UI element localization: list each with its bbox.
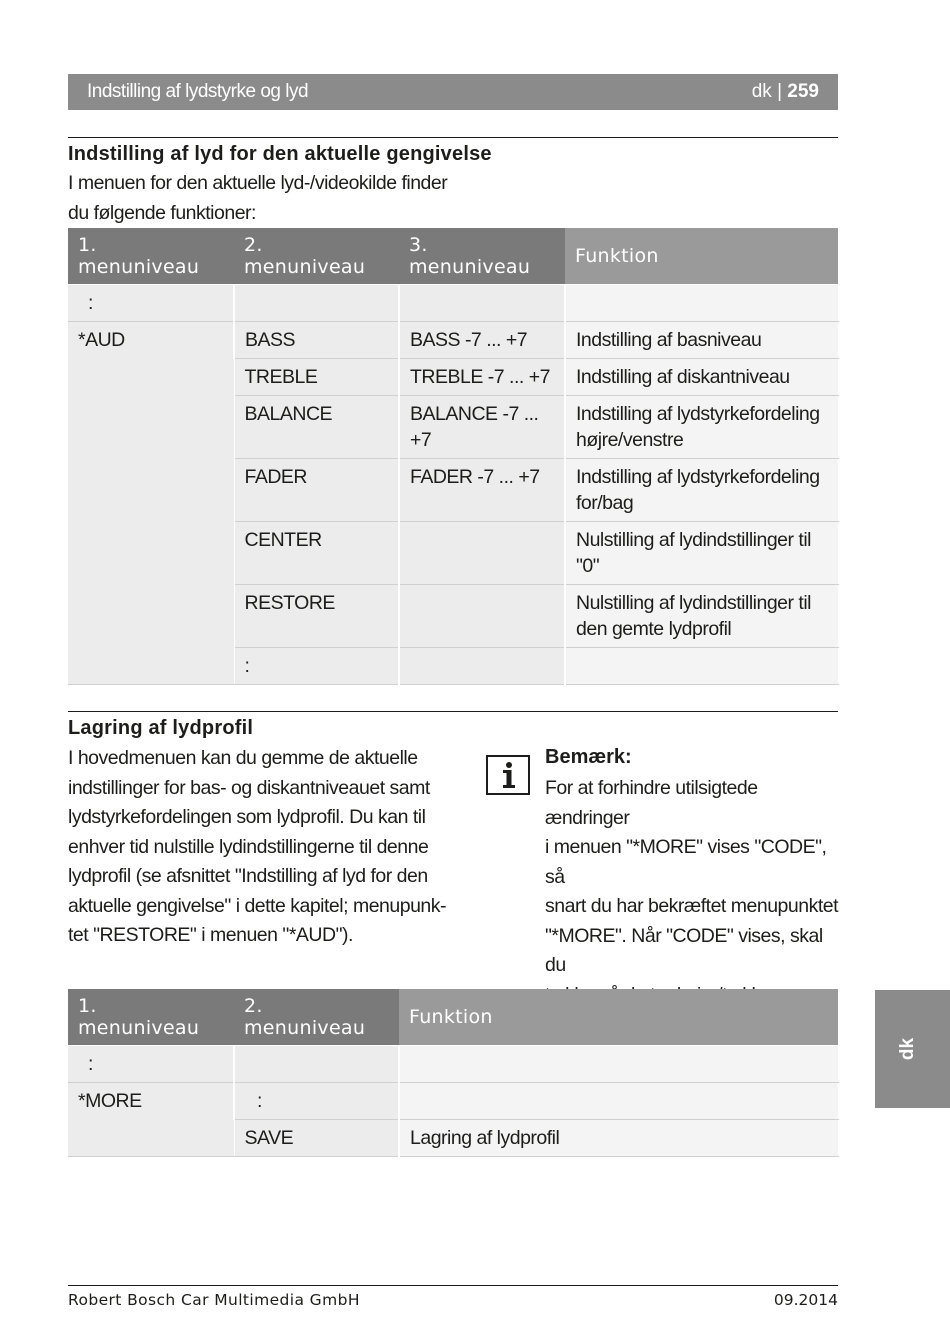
table-cell: SAVE <box>234 1120 399 1157</box>
col-header: 1. menuniveau <box>68 228 234 285</box>
cell-line: Indstilling af lydstyrkefordeling <box>576 403 820 425</box>
language-side-tab <box>875 990 950 1108</box>
note-title: Bemærk: <box>545 746 632 768</box>
table-cell <box>565 522 838 585</box>
table-cell-more: *MORE <box>68 1083 234 1157</box>
cell-line: Nulstilling af lydindstillinger til <box>576 529 812 551</box>
body-line: I hovedmenuen kan du gemme de aktuelle <box>68 747 418 769</box>
running-header <box>68 74 838 110</box>
intro-line: I menuen for den aktuelle lyd-/videokilde finder <box>68 172 448 194</box>
table-cell: BASS -7 ... +7 <box>399 322 565 359</box>
header-title: Indstilling af lydstyrke og lyd <box>87 81 309 102</box>
note-line: snart du har bekræftet menupunktet <box>545 895 839 917</box>
col-header: 2. menuniveau <box>234 989 399 1046</box>
table-row <box>68 1046 838 1083</box>
table-cell: BASS <box>234 322 399 359</box>
section-title: Lagring af lydprofil <box>68 717 254 739</box>
table-row <box>68 322 838 359</box>
body-line: enhver tid nulstille lydindstillingerne til denne <box>68 835 429 858</box>
table-cell: TREBLE -7 ... +7 <box>399 359 565 396</box>
cell-line: den gemte lydprofil <box>576 618 732 640</box>
section-rule <box>68 711 838 712</box>
table-cell: : <box>68 1046 234 1083</box>
section-title: Indstilling af lyd for den aktuelle gengivelse <box>68 143 492 165</box>
table-cell: : <box>234 1083 399 1120</box>
intro-line: du følgende funktioner: <box>68 201 256 224</box>
col-header: 3. menuniveau <box>399 228 565 285</box>
body-line: indstillinger for bas- og diskantniveauet samt <box>68 776 430 799</box>
table-row <box>68 285 838 322</box>
table-header-row <box>68 989 838 1046</box>
table-cell <box>565 285 838 322</box>
side-tab-label: dk <box>897 1037 919 1061</box>
table-cell <box>234 1046 399 1083</box>
cell-line: Nulstilling af lydindstillinger til <box>576 592 812 614</box>
body-line: lydstyrkefordelingen som lydprofil. Du kan til <box>68 806 426 828</box>
table-cell: CENTER <box>234 522 399 585</box>
table-cell <box>399 522 565 585</box>
col-header: 2. menuniveau <box>234 228 399 285</box>
footer-rule <box>68 1285 838 1286</box>
section-body <box>68 744 458 951</box>
body-line: lydprofil (se afsnittet "Indstilling af lyd for den <box>68 865 428 887</box>
cell-line: højre/venstre <box>576 429 684 451</box>
info-glyph <box>488 757 528 793</box>
table-cell <box>565 459 838 522</box>
table-cell: : <box>68 285 234 322</box>
section-rule <box>68 137 838 138</box>
header-page-number <box>752 81 819 103</box>
header-separator: | <box>777 81 783 102</box>
table-cell: TREBLE <box>234 359 399 396</box>
table-header-row <box>68 228 838 285</box>
cell-line: "0" <box>576 555 600 577</box>
table-cell: Lagring af lydprofil <box>399 1120 838 1157</box>
footer-publisher: Robert Bosch Car Multimedia GmbH <box>68 1291 360 1309</box>
table-cell <box>565 396 838 459</box>
header-lang: dk <box>751 81 772 102</box>
cell-line: for/bag <box>576 492 634 514</box>
table-cell <box>399 1083 838 1120</box>
note-line: For at forhindre utilsigtede ændringer <box>545 777 758 829</box>
col-header: Funktion <box>399 989 838 1046</box>
menu-table-aud <box>68 228 839 685</box>
table-cell <box>234 285 399 322</box>
body-line: aktuelle gengivelse" i dette kapitel; menupunk- <box>68 894 447 917</box>
table-cell <box>565 585 838 648</box>
menu-table-more <box>68 989 839 1157</box>
table-cell: Indstilling af basniveau <box>565 322 838 359</box>
table-cell: FADER <box>234 459 399 522</box>
col-header: Funktion <box>565 228 838 285</box>
table-cell: FADER -7 ... +7 <box>399 459 565 522</box>
table-cell: BALANCE <box>234 396 399 459</box>
section-intro <box>68 169 447 228</box>
table-cell <box>399 585 565 648</box>
note-line: "*MORE". Når "CODE" vises, skal du <box>545 924 823 976</box>
info-icon <box>486 755 530 795</box>
table-cell: Indstilling af diskantniveau <box>565 359 838 396</box>
table-cell: RESTORE <box>234 585 399 648</box>
table-cell: : <box>234 648 399 685</box>
table-cell <box>399 648 565 685</box>
cell-line: Indstilling af lydstyrkefordeling <box>576 466 820 488</box>
page-number: 259 <box>787 81 819 102</box>
table-cell <box>565 648 838 685</box>
table-cell: BALANCE -7 ... +7 <box>399 396 565 459</box>
note-line: i menuen "*MORE" vises "CODE", så <box>545 836 827 888</box>
body-line: tet "RESTORE" i menuen "*AUD"). <box>68 924 353 946</box>
table-cell <box>399 285 565 322</box>
col-header: 1. menuniveau <box>68 989 234 1046</box>
table-cell <box>399 1046 838 1083</box>
table-cell-aud: *AUD <box>68 322 234 685</box>
footer-date: 09.2014 <box>773 1291 838 1309</box>
table-row <box>68 1083 838 1120</box>
